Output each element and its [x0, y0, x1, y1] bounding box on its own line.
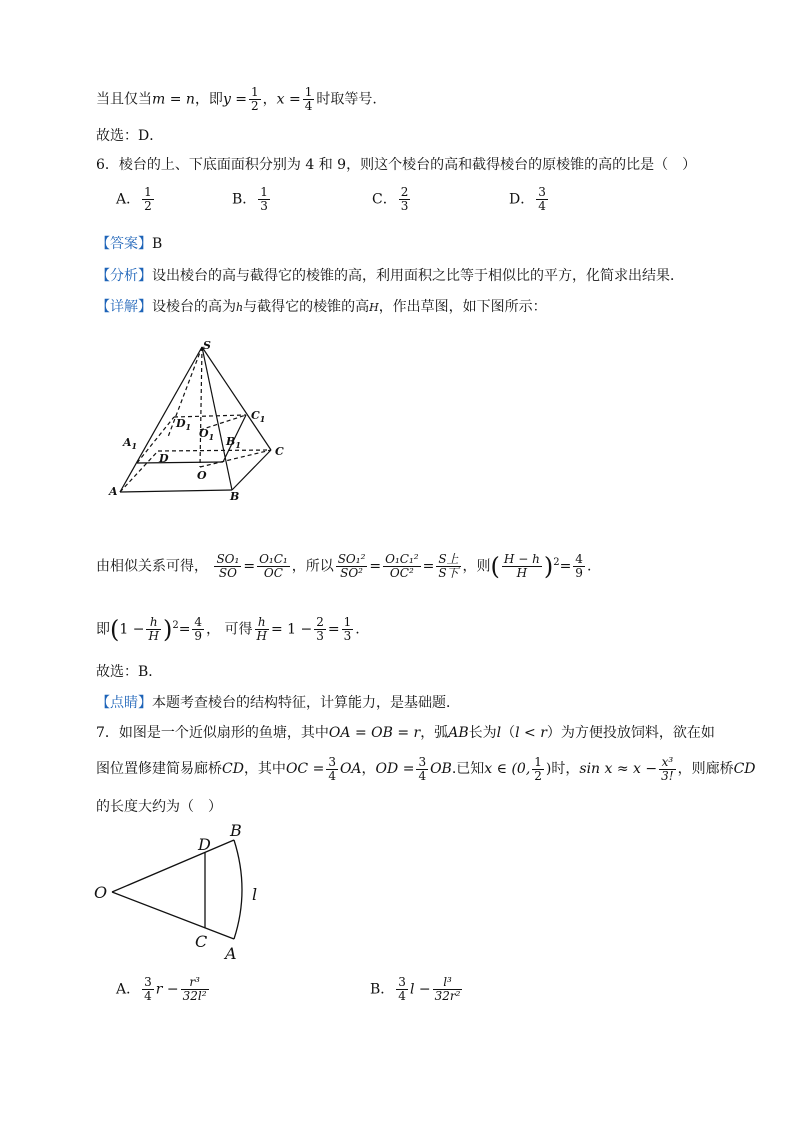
numerator: h	[255, 616, 269, 630]
fraction	[536, 186, 548, 213]
text: ，所以	[291, 558, 334, 575]
text: 图位置修建简易廊桥	[96, 761, 222, 777]
fraction	[383, 553, 420, 580]
equals: =	[422, 558, 435, 575]
label-a: A	[225, 944, 237, 962]
denominator: 4	[328, 768, 336, 783]
fraction	[181, 976, 209, 1003]
numerator: 3	[398, 975, 406, 989]
frustum-figure	[100, 335, 300, 505]
math: l −	[409, 981, 431, 998]
equals: =	[178, 621, 191, 638]
numerator: 3	[144, 975, 152, 989]
numerator: 3	[538, 185, 546, 199]
numerator: S上	[438, 552, 459, 567]
text: 长为	[468, 725, 497, 741]
math: OD =	[375, 761, 415, 777]
fraction	[342, 616, 354, 643]
label-d: D	[198, 835, 211, 854]
text: ，其中	[243, 761, 286, 777]
numerator: O₁C₁	[259, 552, 288, 567]
denominator: 3!	[661, 768, 674, 783]
fraction	[433, 976, 463, 1003]
sector-figure	[90, 822, 290, 962]
numerator: 1	[260, 185, 268, 199]
denominator: 3	[400, 199, 409, 213]
numerator: 1	[251, 85, 259, 99]
numerator: 2	[316, 615, 324, 630]
answer-tag: 【答案】	[96, 236, 152, 252]
comment-text: 本题考查棱台的结构特征，计算能力，是基础题．	[152, 695, 460, 711]
text: （	[501, 725, 516, 741]
label-b: B	[230, 490, 240, 503]
q7-stem-line-2	[96, 752, 756, 786]
denominator: 4	[144, 989, 152, 1003]
denominator: 32l²	[182, 989, 207, 1003]
text: .已知	[451, 761, 485, 777]
text: 时取等号.	[316, 91, 377, 108]
text: ）为方便投放饲料，欲在如	[546, 725, 715, 741]
choose-b: 故选：B．	[96, 664, 163, 680]
fraction	[659, 756, 675, 783]
numerator: O₁C₁²	[385, 552, 419, 567]
denominator: SO²	[340, 566, 363, 581]
text: ， 可得	[206, 621, 253, 638]
text: ，	[262, 91, 277, 108]
text: 即	[96, 621, 110, 638]
option-label: C．	[372, 191, 397, 208]
numerator: l³	[433, 976, 463, 990]
numerator: 3	[418, 754, 427, 769]
fraction	[336, 553, 368, 580]
math: l < r	[515, 725, 547, 741]
math: h	[236, 301, 244, 314]
numerator: 1	[343, 615, 352, 630]
denominator: H	[148, 629, 159, 644]
label-o: O	[94, 883, 108, 902]
numerator: 3	[328, 754, 336, 769]
denominator: 3	[260, 199, 268, 213]
math: x ∈ (0,	[484, 761, 531, 777]
text: ，则廊桥	[677, 761, 734, 777]
fraction	[314, 616, 326, 643]
denominator: 2	[251, 99, 259, 113]
fraction	[416, 756, 428, 783]
text: 由相似关系可得，	[96, 558, 208, 575]
numerator: x³	[659, 756, 675, 770]
option-label: B．	[232, 191, 257, 208]
math: sin x ≈ x −	[579, 761, 658, 777]
denominator: 9	[575, 566, 583, 581]
fraction	[146, 616, 160, 643]
q6-option-a[interactable]	[116, 186, 156, 213]
analysis-tag: 【分析】	[96, 268, 152, 284]
math: = 1 −	[270, 621, 313, 638]
text: 时，	[551, 761, 580, 777]
fraction	[399, 186, 411, 213]
numerator: 2	[400, 185, 409, 199]
equals: =	[327, 621, 340, 638]
math: AB	[448, 725, 469, 741]
q7-stem-line-1	[96, 723, 715, 743]
exponent: 2	[172, 620, 179, 631]
denominator: 4	[418, 768, 427, 783]
text: 当且仅当	[96, 91, 152, 108]
denominator: OC	[263, 566, 283, 581]
q6-option-d[interactable]	[509, 186, 550, 213]
fraction	[532, 756, 544, 783]
choose-d: 故选：D．	[96, 128, 164, 144]
derivation-line-2: 即(1 − $\frac{h}{H}$ )$^2$= $\frac{4}{9}$ ， 可得 $\frac{h}{H}$ = 1 − $\frac{2}{3}$ = $\frac{1}{3}$ .	[96, 615, 360, 644]
denominator: H	[256, 629, 267, 644]
fraction	[573, 553, 585, 580]
math: l	[496, 725, 502, 741]
math: 1 −	[119, 621, 145, 638]
q7-stem-line-3: 的长度大约为（ ）	[96, 799, 222, 815]
denominator: 3	[343, 629, 352, 644]
denominator: OC²	[389, 566, 414, 581]
math: m = n	[152, 91, 195, 108]
numerator: h	[146, 616, 160, 630]
analysis-text: 设出棱台的高与截得它的棱锥的高，利用面积之比等于相似比的平方，化简求出结果．	[152, 268, 684, 284]
numerator: H − h	[503, 552, 540, 567]
fraction	[326, 756, 338, 783]
label-c: C	[275, 445, 284, 458]
exponent: 2	[553, 557, 560, 568]
denominator: 2	[144, 199, 152, 213]
q6-comment	[96, 693, 460, 713]
option-label: A．	[116, 981, 141, 998]
text: .	[355, 621, 360, 638]
numerator: SO₁²	[337, 552, 366, 567]
text: 7．如图是一个近似扇形的鱼塘，其中	[96, 725, 329, 741]
label-l: l	[252, 885, 258, 904]
fraction	[142, 976, 154, 1003]
fraction	[214, 553, 241, 580]
numerator: 4	[575, 552, 583, 567]
answer-value: B	[152, 236, 163, 252]
numerator: SO₁	[216, 552, 240, 567]
text: 设棱台的高为	[152, 299, 236, 315]
numerator: r³	[181, 976, 209, 990]
equals: =	[243, 558, 256, 575]
denominator: S下	[438, 566, 459, 581]
q6-analysis	[96, 266, 684, 286]
detail-tag: 【详解】	[96, 299, 152, 315]
text: ，	[361, 761, 376, 777]
label-d: D	[159, 452, 169, 465]
fraction	[303, 86, 315, 113]
fraction	[192, 616, 204, 643]
denominator: 4	[304, 99, 313, 113]
numerator: 1	[304, 85, 313, 99]
denominator: 9	[194, 629, 203, 644]
label-o: O	[197, 469, 207, 482]
text: 与截得它的棱锥的高	[243, 299, 370, 315]
label-b1: $B_1$	[226, 435, 241, 450]
math: )	[545, 761, 552, 777]
q7-option-a[interactable]	[116, 976, 211, 1003]
fraction	[249, 86, 261, 113]
q7-option-b[interactable]	[370, 976, 464, 1003]
option-label: B．	[370, 981, 395, 998]
fraction	[396, 976, 408, 1003]
q6-detail	[96, 297, 547, 318]
math: CD	[733, 761, 756, 777]
equals: =	[369, 558, 382, 575]
q6-stem: 6．棱台的上、下底面面积分别为 4 和 9，则这个棱台的高和截得棱台的原棱锥的高的比是（ ）	[96, 157, 697, 173]
label-d1: $D_1$	[176, 417, 192, 432]
text: ，则	[462, 558, 491, 575]
math: CD	[222, 761, 244, 777]
derivation-line-1: 由相似关系可得， $\frac{\text{SO₁}}{SO}$ = $\frac{\text{O₁C₁}}{OC}$ ，所以 $\frac{\text{SO₁²}}{\text{SO²}}$ = $\frac{\text{O₁C₁²}}{\text{OC²}}$ = $\frac{\text{S上}}{\text{S下}}$ ，则( $\frac{H - h}{H}$ )$^2$= $\frac{4}{9}$ .	[96, 552, 592, 581]
math: H	[369, 301, 379, 314]
math: OA = OB = r	[328, 725, 421, 741]
denominator: 2	[534, 768, 542, 783]
fraction	[502, 553, 542, 580]
math: OB	[430, 761, 452, 777]
denominator: 4	[398, 989, 406, 1003]
text: ，弧	[420, 725, 449, 741]
denominator: 32r²	[434, 989, 461, 1003]
option-label: D．	[509, 191, 535, 208]
label-a1: $A_1$	[123, 436, 138, 451]
text: .	[586, 558, 592, 575]
q6-option-c[interactable]	[372, 186, 412, 213]
math: OA	[339, 761, 362, 777]
option-label: A．	[116, 191, 141, 208]
denominator: SO	[218, 566, 237, 581]
equals: =	[559, 558, 572, 575]
label-o1: $O_1$	[199, 427, 215, 442]
denominator: 3	[316, 629, 324, 644]
fraction	[142, 186, 154, 213]
label-b: B	[230, 822, 242, 840]
math: r −	[155, 981, 179, 998]
math: x =	[276, 91, 301, 108]
fraction	[255, 616, 269, 643]
label-s: S	[203, 339, 211, 352]
text-line-equality	[96, 86, 377, 113]
math: OC =	[285, 761, 325, 777]
fraction	[258, 186, 270, 213]
label-c: C	[195, 932, 208, 951]
q6-answer	[96, 234, 162, 254]
denominator: H	[516, 566, 528, 581]
fraction	[436, 553, 460, 580]
text: ，即	[194, 91, 223, 108]
comment-tag: 【点睛】	[96, 695, 152, 711]
math: y =	[222, 91, 248, 108]
numerator: 4	[194, 615, 203, 630]
numerator: 1	[534, 754, 542, 769]
denominator: 4	[538, 199, 546, 213]
text: ，作出草图，如下图所示：	[378, 299, 547, 315]
numerator: 1	[144, 185, 152, 199]
fraction	[257, 553, 290, 580]
q6-option-b[interactable]	[232, 186, 272, 213]
label-c1: $C_1$	[251, 409, 266, 424]
label-a: A	[109, 485, 118, 498]
